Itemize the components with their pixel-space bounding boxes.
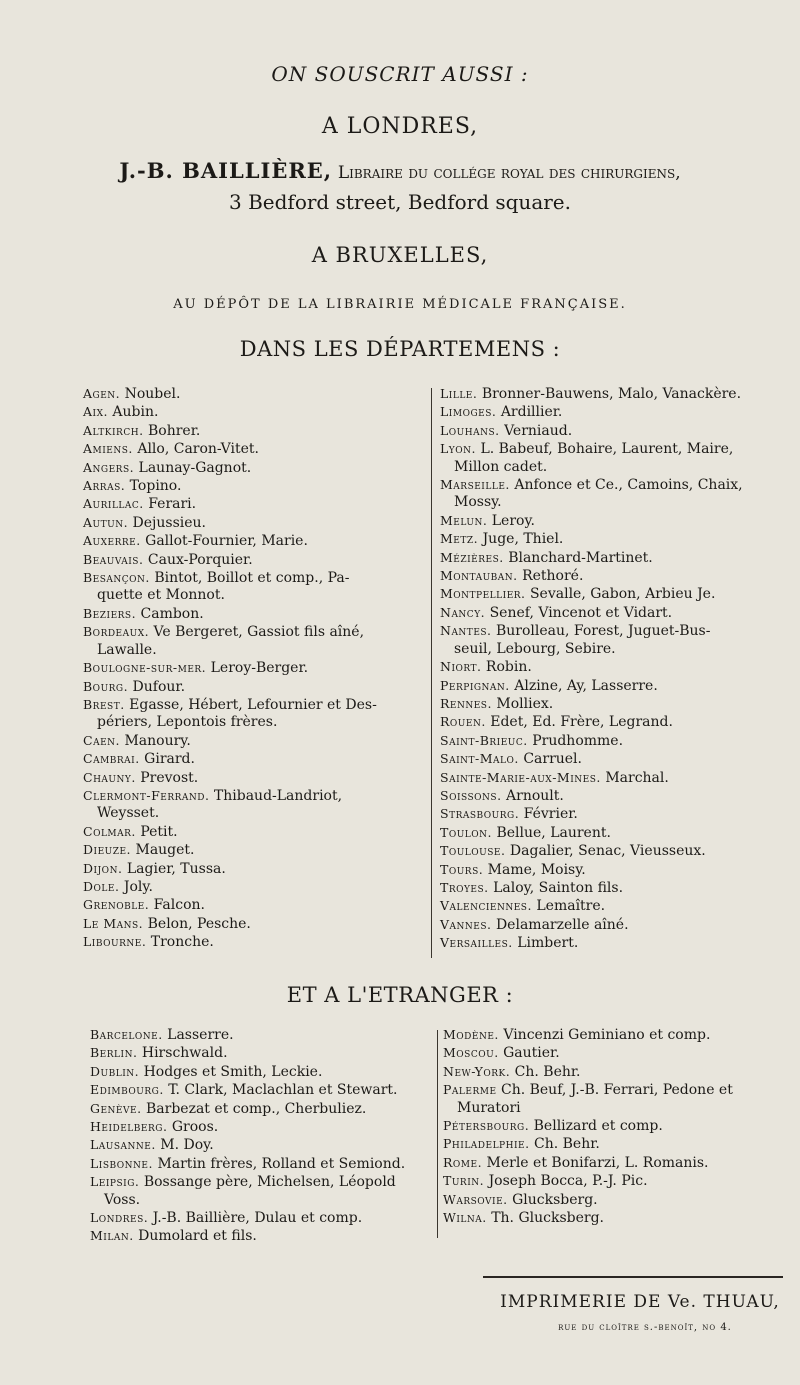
list-item — [440, 549, 785, 567]
list-item — [83, 569, 423, 587]
list-item — [90, 1209, 435, 1227]
list-item — [443, 1063, 788, 1081]
city-name: Arras. — [83, 478, 126, 494]
bookseller-names: Groos. — [171, 1119, 219, 1136]
list-item — [440, 585, 785, 603]
bookseller-names: Joly. — [123, 878, 153, 895]
city-name: Milan. — [90, 1228, 134, 1244]
bookseller-names: Arnoult. — [506, 787, 564, 804]
city-name: Altkirch. — [83, 422, 144, 438]
list-item — [83, 678, 423, 696]
bookseller-names: Millon cadet. — [454, 458, 548, 475]
bookseller-names: Falcon. — [153, 897, 205, 914]
bookseller-names: Muratori — [457, 1099, 521, 1116]
city-name: Perpignan. — [440, 677, 510, 693]
list-item — [83, 477, 423, 495]
list-item — [443, 1209, 788, 1227]
list-item — [440, 494, 785, 511]
city-name: Edimbourg. — [90, 1082, 164, 1098]
list-item — [440, 604, 785, 622]
city-name: Le Mans. — [83, 915, 144, 931]
bookseller-names: Lawalle. — [97, 641, 157, 658]
bookseller-names: Allo, Caron-Vitet. — [137, 441, 259, 458]
bookseller-names: J.-B. Baillière, Dulau et comp. — [152, 1210, 363, 1227]
bookseller-names: Caux-Porquier. — [147, 551, 253, 568]
city-name: Philadelphie. — [443, 1136, 530, 1152]
bookseller-names: Voss. — [104, 1191, 141, 1208]
etranger-heading: ET A L'ETRANGER : — [286, 983, 514, 1007]
bookseller-names: Blanchard-Martinet. — [508, 549, 653, 566]
city-name: Montauban. — [440, 568, 518, 584]
city-name: Rouen. — [440, 714, 486, 730]
list-item — [440, 769, 785, 787]
bookseller-names: Ch. Behr. — [534, 1136, 600, 1153]
list-item — [440, 750, 785, 768]
bookseller-names: Gautier. — [503, 1045, 560, 1062]
bookseller-names: Sevalle, Gabon, Arbieu Je. — [529, 586, 716, 603]
bookseller-names: Bellizard et comp. — [533, 1118, 663, 1135]
bookseller-names: Tronche. — [150, 934, 214, 951]
list-item — [440, 677, 785, 695]
city-name: Besançon. — [83, 570, 150, 586]
list-item — [443, 1026, 788, 1044]
list-item — [443, 1135, 788, 1153]
list-item — [90, 1026, 435, 1044]
bookseller-names: Lagier, Tussa. — [126, 860, 226, 877]
bookseller-names: Molliex. — [496, 695, 554, 712]
city-name: Toulon. — [440, 824, 493, 840]
city-name: New-York. — [443, 1063, 511, 1079]
bookseller-names: Manoury. — [124, 732, 191, 749]
bookseller-names: seuil, Lebourg, Sebire. — [454, 640, 616, 657]
city-name: Barcelone. — [90, 1027, 163, 1042]
list-item — [90, 1173, 435, 1191]
etranger-right-list — [443, 1026, 788, 1227]
city-name: Rennes. — [440, 695, 492, 711]
bookseller-names: Martin frères, Rolland et Semiond. — [157, 1155, 406, 1172]
bookseller-names: Prevost. — [140, 769, 199, 786]
city-name: Clermont-Ferrand. — [83, 787, 210, 803]
bookseller-names: Mame, Moisy. — [487, 861, 586, 878]
bailliere-name: J.-B. BAILLIÈRE, — [119, 158, 333, 183]
city-name: Saint-Malo. — [440, 751, 519, 767]
city-name: Caen. — [83, 732, 120, 748]
list-item — [83, 532, 423, 550]
bookseller-names: Merle et Bonifarzi, L. Romanis. — [486, 1154, 709, 1171]
list-item — [83, 732, 423, 750]
list-item — [440, 842, 785, 860]
etranger-left-list — [90, 1026, 435, 1246]
city-name: Vannes. — [440, 916, 492, 932]
bookseller-names: Launay-Gagnot. — [138, 459, 252, 476]
bookseller-names: Bintot, Boillot et comp., Pa- — [154, 570, 350, 587]
list-item — [83, 403, 423, 421]
bookseller-names: Leroy. — [491, 512, 535, 529]
bookseller-names: Mossy. — [454, 494, 502, 511]
bookseller-names: Lemaître. — [536, 898, 606, 915]
list-item — [90, 1227, 435, 1245]
bookseller-names: Edet, Ed. Frère, Legrand. — [490, 714, 673, 731]
list-item — [83, 587, 423, 604]
list-item — [83, 769, 423, 787]
bookseller-names: Février. — [523, 806, 578, 823]
list-item — [440, 916, 785, 934]
list-item — [440, 622, 785, 640]
city-name: Grenoble. — [83, 897, 150, 913]
list-item — [440, 861, 785, 879]
list-item — [443, 1100, 788, 1117]
printer-address: rue du cloître s.-benoît, no 4. — [558, 1322, 732, 1333]
bookseller-names: Bohrer. — [148, 422, 201, 439]
list-item — [443, 1044, 788, 1062]
city-name: Nancy. — [440, 604, 486, 620]
city-name: Wilna. — [443, 1210, 487, 1226]
city-name: Lyon. — [440, 441, 476, 457]
list-item — [443, 1191, 788, 1209]
list-item — [90, 1081, 435, 1099]
city-name: Nantes. — [440, 623, 492, 639]
list-item — [83, 459, 423, 477]
bookseller-names: T. Clark, Maclachlan et Stewart. — [168, 1082, 398, 1099]
list-item — [83, 915, 423, 933]
city-name: Louhans. — [440, 422, 500, 438]
bookseller-names: Rethoré. — [522, 568, 584, 585]
city-name: Brest. — [83, 696, 125, 712]
departements-right-list — [440, 385, 785, 953]
city-name: Montpellier. — [440, 586, 526, 602]
bookseller-names: Girard. — [144, 751, 195, 768]
list-item — [440, 641, 785, 658]
city-name: Bordeaux. — [83, 624, 150, 640]
list-item — [440, 879, 785, 897]
city-name: Dijon. — [83, 860, 123, 876]
list-item — [440, 787, 785, 805]
city-name: Dole. — [83, 878, 120, 894]
list-item — [443, 1117, 788, 1135]
city-name: Palerme — [443, 1082, 497, 1098]
list-item — [443, 1081, 788, 1099]
city-name: Londres. — [90, 1210, 149, 1226]
list-item — [83, 750, 423, 768]
list-item — [83, 495, 423, 513]
city-name: Aurillac. — [83, 496, 144, 512]
souscrit-heading: ON SOUSCRIT AUSSI : — [271, 62, 529, 86]
city-name: Beziers. — [83, 605, 137, 621]
bookseller-names: M. Doy. — [160, 1137, 214, 1154]
bookseller-names: Dagalier, Senac, Vieusseux. — [509, 843, 706, 860]
list-item — [440, 422, 785, 440]
bookseller-names: Senef, Vincenot et Vidart. — [489, 604, 673, 621]
city-name: Soissons. — [440, 787, 502, 803]
city-name: Tours. — [440, 861, 484, 877]
bookseller-names: Dufour. — [132, 678, 186, 695]
city-name: Aix. — [83, 404, 108, 420]
bookseller-names: Marchal. — [605, 769, 669, 786]
list-item — [83, 551, 423, 569]
city-name: Strasbourg. — [440, 806, 520, 822]
list-item — [443, 1154, 788, 1172]
city-name: Sainte-Marie-aux-Mines. — [440, 769, 601, 785]
list-item — [83, 787, 423, 805]
bookseller-names: Gallot-Fournier, Marie. — [145, 533, 308, 550]
city-name: Rome. — [443, 1154, 483, 1170]
city-name: Mézières. — [440, 549, 504, 565]
bookseller-names: Egasse, Hébert, Lefournier et Des- — [129, 696, 377, 713]
list-item — [83, 440, 423, 458]
list-item — [90, 1155, 435, 1173]
bailliere-line — [0, 158, 800, 183]
city-name: Modène. — [443, 1027, 499, 1042]
column-divider — [431, 388, 432, 958]
bookseller-names: Mauget. — [135, 842, 195, 859]
bookseller-names: Delamarzelle aîné. — [495, 916, 629, 933]
list-item — [83, 514, 423, 532]
bruxelles-heading: A BRUXELLES, — [311, 243, 489, 267]
city-name: Cambrai. — [83, 751, 140, 767]
list-item — [440, 824, 785, 842]
city-name: Genève. — [90, 1100, 142, 1116]
city-name: Berlin. — [90, 1045, 138, 1061]
departements-left-list — [83, 385, 423, 952]
city-name: Melun. — [440, 512, 488, 528]
city-name: Limoges. — [440, 404, 497, 420]
bookseller-names: Laloy, Sainton fils. — [493, 879, 624, 896]
bookseller-names: Petit. — [140, 823, 178, 840]
city-name: Agen. — [83, 386, 121, 401]
list-item — [83, 823, 423, 841]
city-name: Angers. — [83, 459, 135, 475]
city-name: Marseille. — [440, 477, 510, 493]
footer-rule — [483, 1276, 783, 1278]
bookseller-names: périers, Lepontois frères. — [97, 714, 278, 731]
bookseller-names: Verniaud. — [504, 422, 573, 439]
bookseller-names: Ve Bergeret, Gassiot fils aîné, — [153, 624, 365, 641]
list-item — [440, 403, 785, 421]
bookseller-names: Dumolard et fils. — [138, 1228, 257, 1245]
list-item — [440, 530, 785, 548]
city-name: Libourne. — [83, 934, 147, 950]
city-name: Colmar. — [83, 823, 136, 839]
bookseller-names: quette et Monnot. — [97, 587, 225, 604]
bookseller-names: Lasserre. — [167, 1027, 234, 1043]
bailliere-title: Libraire du collége royal des chirurgiens, — [337, 163, 681, 183]
list-item — [440, 459, 785, 476]
city-name: Toulouse. — [440, 843, 506, 859]
bookseller-names: Juge, Thiel. — [482, 531, 564, 548]
city-name: Metz. — [440, 531, 479, 547]
bookseller-names: Belon, Pesche. — [147, 915, 251, 932]
city-name: Saint-Brieuc. — [440, 732, 528, 748]
list-item — [83, 642, 423, 659]
list-item — [440, 713, 785, 731]
list-item — [440, 440, 785, 458]
list-item — [440, 476, 785, 494]
city-name: Moscou. — [443, 1045, 499, 1061]
bookseller-names: Aubin. — [112, 404, 159, 421]
city-name: Beauvais. — [83, 551, 144, 567]
list-item — [90, 1100, 435, 1118]
bookseller-names: Th. Glucksberg. — [491, 1210, 604, 1227]
depot-line: AU DÉPÔT DE LA LIBRAIRIE MÉDICALE FRANÇAISE. — [173, 297, 627, 312]
city-name: Dieuze. — [83, 842, 132, 858]
city-name: Heidelberg. — [90, 1119, 168, 1135]
bookseller-names: Carruel. — [523, 751, 582, 768]
bookseller-names: Cambon. — [140, 605, 204, 622]
bookseller-names: Barbezat et comp., Cherbuliez. — [146, 1100, 367, 1117]
list-item — [83, 623, 423, 641]
city-name: Chauny. — [83, 769, 136, 785]
list-item — [83, 696, 423, 714]
city-name: Turin. — [443, 1173, 485, 1189]
bookseller-names: Bronner-Bauwens, Malo, Vanackère. — [481, 386, 742, 402]
list-item — [90, 1063, 435, 1081]
city-name: Warsovie. — [443, 1191, 508, 1207]
bookseller-names: Joseph Bocca, P.-J. Pic. — [488, 1173, 648, 1190]
bookseller-names: Weysset. — [97, 805, 160, 822]
list-item — [440, 512, 785, 530]
city-name: Lausanne. — [90, 1137, 156, 1153]
bookseller-names: Vincenzi Geminiano et comp. — [503, 1027, 711, 1043]
city-name: Lille. — [440, 386, 478, 401]
list-item — [83, 805, 423, 822]
departements-heading: DANS LES DÉPARTEMENS : — [239, 337, 561, 361]
city-name: Leipsig. — [90, 1174, 140, 1190]
city-name: Boulogne-sur-mer. — [83, 660, 207, 676]
list-item — [440, 805, 785, 823]
city-name: Dublin. — [90, 1063, 140, 1079]
city-name: Bourg. — [83, 678, 129, 694]
bookseller-names: Limbert. — [517, 935, 579, 952]
list-item — [440, 897, 785, 915]
bookseller-names: Dejussieu. — [132, 514, 206, 531]
city-name: Versailles. — [440, 935, 513, 951]
bookseller-names: Bellue, Laurent. — [496, 824, 611, 841]
column-divider — [437, 1030, 438, 1238]
city-name: Niort. — [440, 659, 482, 675]
city-name: Auxerre. — [83, 533, 141, 549]
bedford-address: 3 Bedford street, Bedford square. — [229, 190, 571, 214]
printer-imprint: IMPRIMERIE DE Ve. THUAU, — [500, 1292, 780, 1312]
list-item — [440, 732, 785, 750]
list-item — [83, 878, 423, 896]
bookseller-names: Topino. — [129, 478, 182, 495]
londres-heading: A LONDRES, — [321, 114, 479, 139]
list-item — [443, 1172, 788, 1190]
bookseller-names: Bossange père, Michelsen, Léopold — [143, 1174, 396, 1191]
list-item — [83, 714, 423, 731]
bookseller-names: Anfonce et Ce., Camoins, Chaix, — [514, 477, 743, 494]
list-item — [440, 658, 785, 676]
bookseller-names: Ch. Behr. — [514, 1063, 581, 1080]
list-item — [83, 605, 423, 623]
list-item — [440, 695, 785, 713]
bookseller-names: Alzine, Ay, Lasserre. — [514, 677, 658, 694]
city-name: Amiens. — [83, 441, 133, 457]
list-item — [440, 934, 785, 952]
list-item — [83, 422, 423, 440]
bookseller-names: Prudhomme. — [532, 732, 624, 749]
bookseller-names: Hodges et Smith, Leckie. — [143, 1063, 323, 1080]
city-name: Lisbonne. — [90, 1155, 153, 1171]
city-name: Valenciennes. — [440, 898, 532, 914]
bookseller-names: Ch. Beuf, J.-B. Ferrari, Pedone et — [500, 1082, 733, 1099]
bookseller-names: Burolleau, Forest, Juguet-Bus- — [495, 623, 711, 640]
bookseller-names: Glucksberg. — [512, 1191, 598, 1208]
list-item — [83, 385, 423, 403]
city-name: Autun. — [83, 514, 129, 530]
bookseller-names: Ferari. — [148, 496, 197, 513]
list-item — [440, 567, 785, 585]
bookseller-names: L. Babeuf, Bohaire, Laurent, Maire, — [480, 441, 734, 458]
list-item — [90, 1118, 435, 1136]
bookseller-names: Ardillier. — [500, 404, 563, 421]
bookseller-names: Hirschwald. — [141, 1045, 228, 1062]
list-item — [90, 1192, 435, 1209]
bookseller-names: Thibaud-Landriot, — [213, 787, 343, 804]
list-item — [83, 933, 423, 951]
list-item — [83, 659, 423, 677]
bookseller-names: Noubel. — [124, 386, 181, 402]
bookseller-names: Leroy-Berger. — [210, 660, 309, 677]
list-item — [83, 896, 423, 914]
list-item — [90, 1044, 435, 1062]
list-item — [83, 841, 423, 859]
list-item — [83, 860, 423, 878]
city-name: Pétersbourg. — [443, 1118, 530, 1134]
list-item — [440, 385, 785, 403]
city-name: Troyes. — [440, 879, 489, 895]
bookseller-names: Robin. — [485, 659, 532, 676]
list-item — [90, 1136, 435, 1154]
